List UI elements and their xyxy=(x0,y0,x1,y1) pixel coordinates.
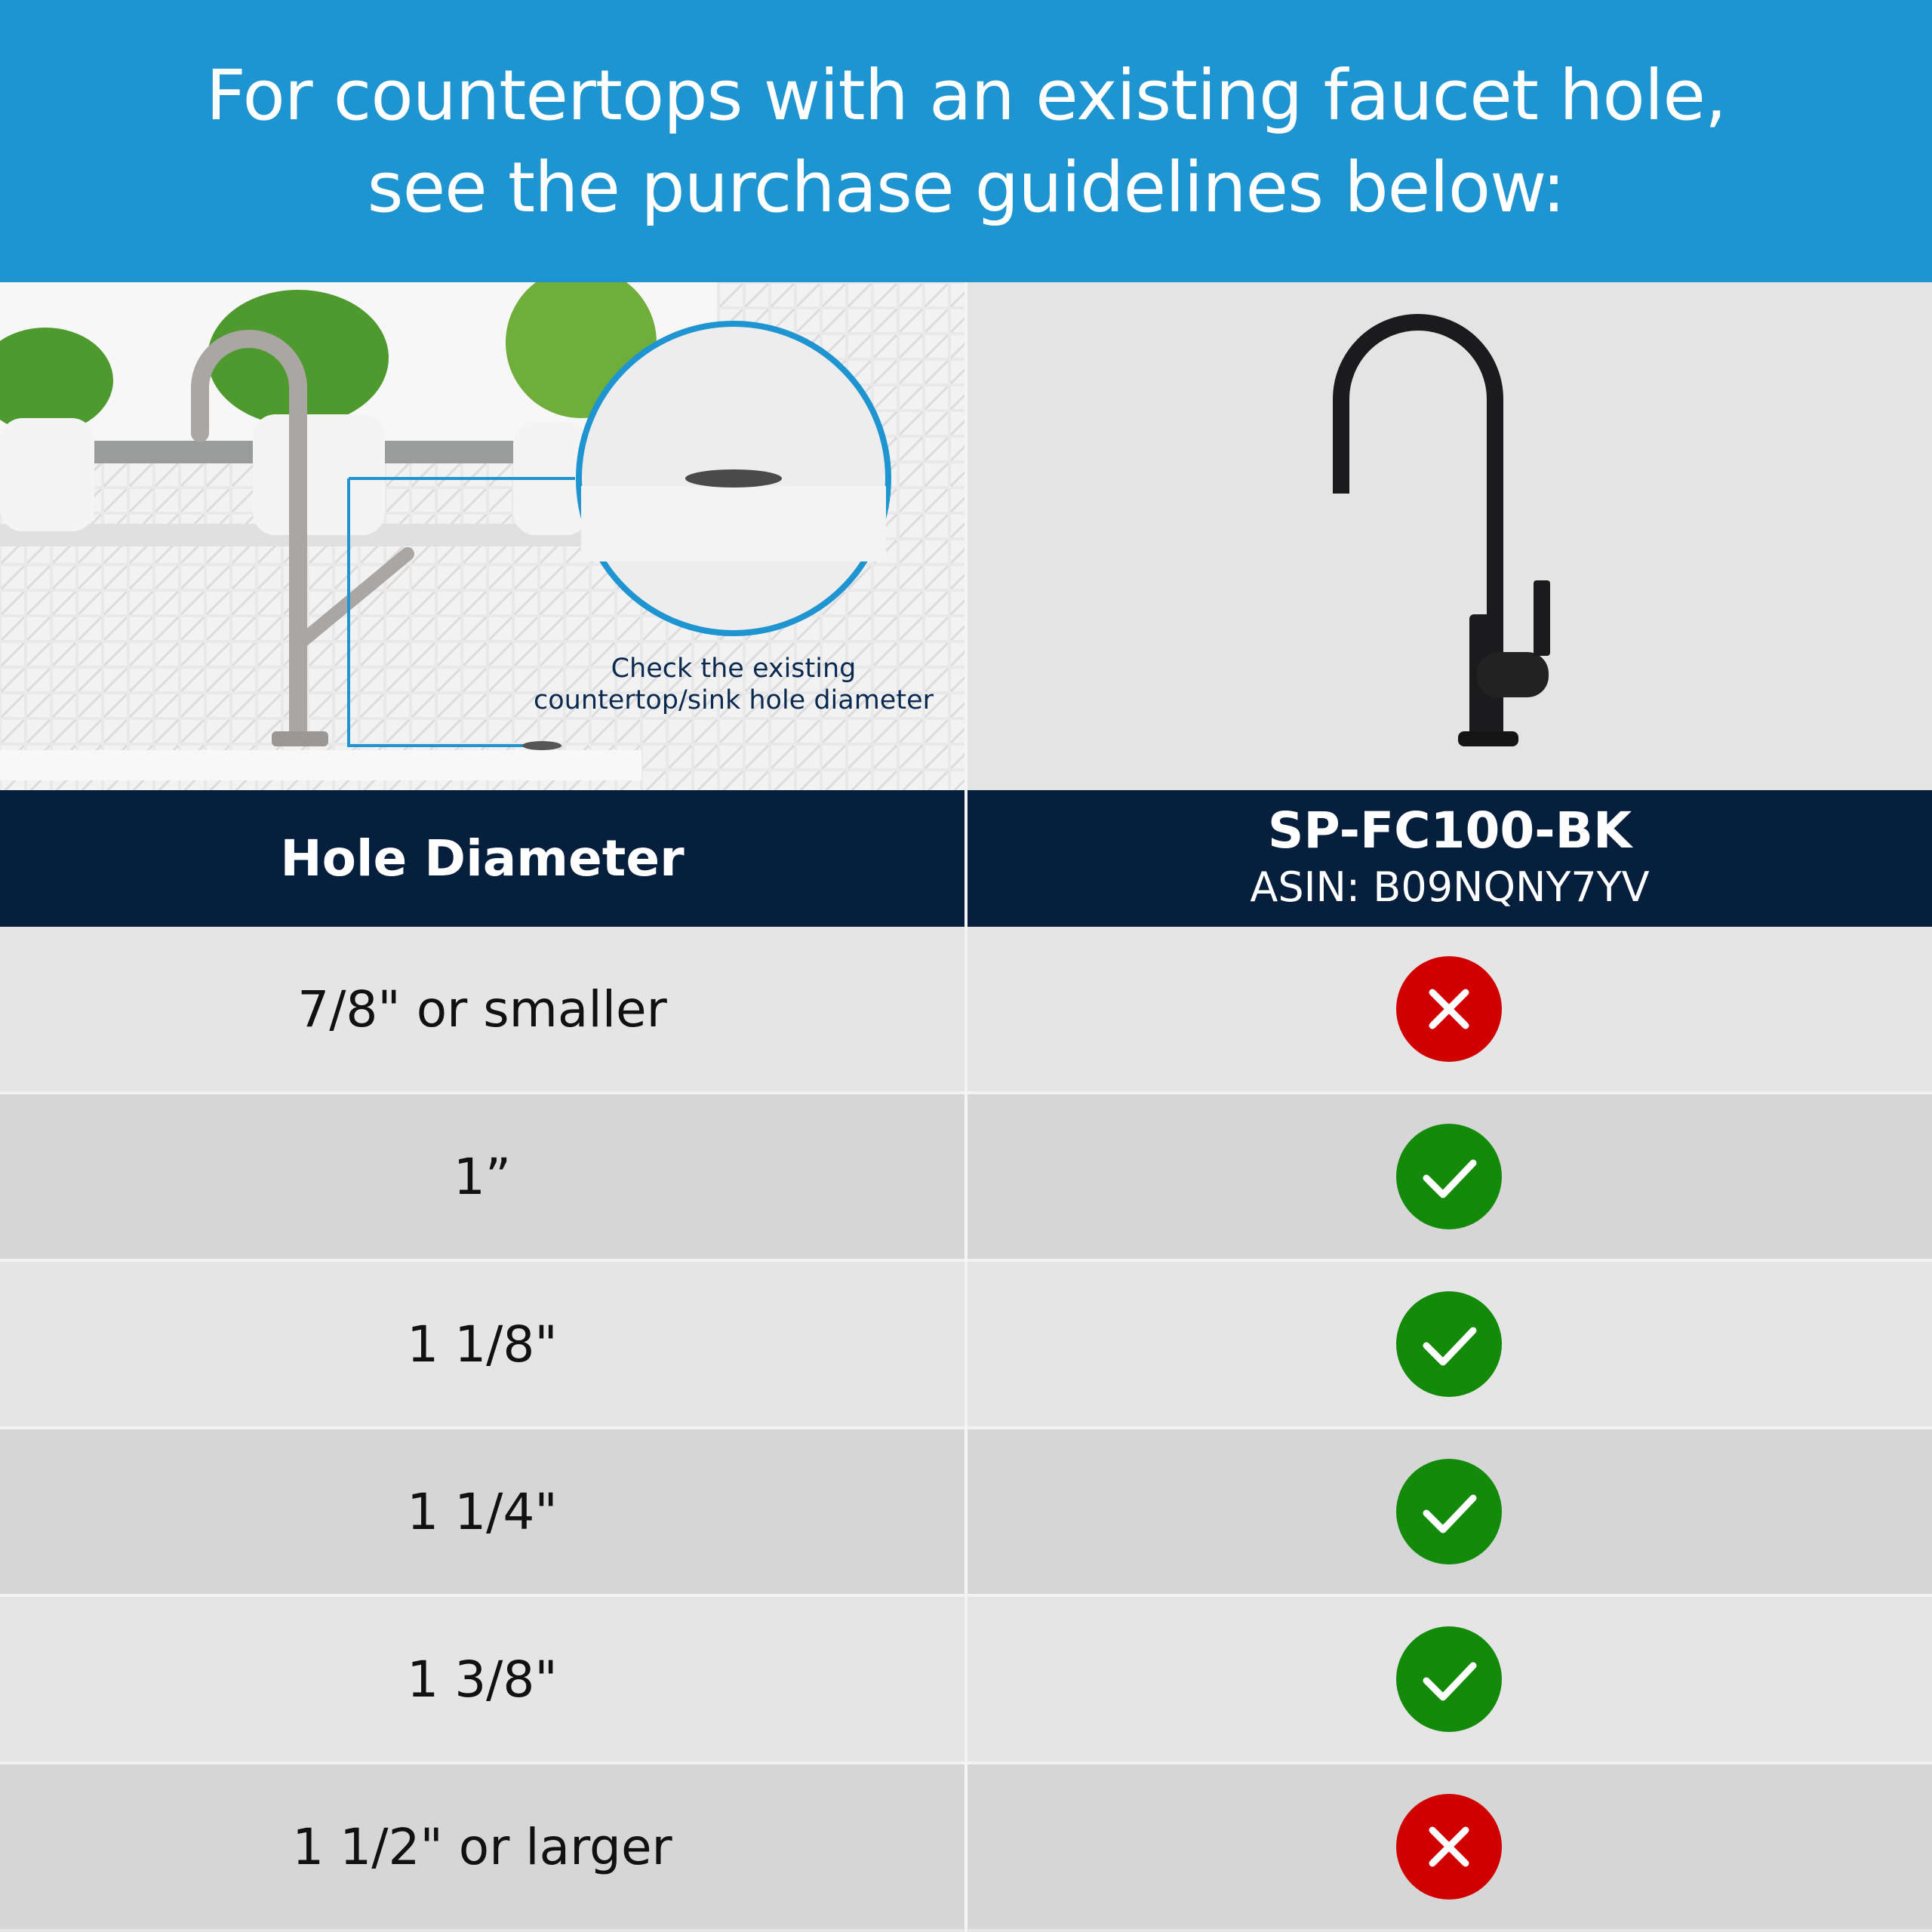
product-model: SP-FC100-BK xyxy=(1267,801,1632,860)
hole-size-label: 7/8" or smaller xyxy=(297,980,667,1038)
hole-size-label: 1 3/8" xyxy=(407,1650,558,1709)
product-header xyxy=(968,801,1932,914)
hole-size-label: 1 1/4" xyxy=(407,1482,558,1541)
x-mark-icon xyxy=(1396,1794,1502,1900)
kitchen-photo xyxy=(0,282,964,790)
checkmark-icon xyxy=(1396,1291,1502,1397)
checkmark-icon xyxy=(1396,1459,1502,1564)
hole-size-label: 1 1/2" or larger xyxy=(292,1817,672,1876)
banner-line-2: see the purchase guidelines below: xyxy=(367,147,1565,228)
hole-size-label: 1 1/8" xyxy=(407,1315,558,1374)
checkmark-icon xyxy=(1396,1626,1502,1732)
banner-line-1: For countertops with an existing faucet hole, xyxy=(205,55,1727,136)
column-divider xyxy=(964,282,968,1932)
hole-diameter-header: Hole Diameter xyxy=(280,829,685,888)
zoom-circle xyxy=(579,324,888,633)
checkmark-icon xyxy=(1396,1124,1502,1229)
callout-line-1: Check the existing xyxy=(611,654,857,684)
hole-size-label: 1” xyxy=(453,1147,512,1206)
black-faucet-icon xyxy=(968,282,1932,790)
callout-line-2: countertop/sink hole diameter xyxy=(534,685,934,715)
product-asin: ASIN: B09NQNY7YV xyxy=(1250,863,1650,911)
banner xyxy=(0,0,1932,282)
product-image xyxy=(968,282,1932,790)
x-mark-icon xyxy=(1396,956,1502,1062)
